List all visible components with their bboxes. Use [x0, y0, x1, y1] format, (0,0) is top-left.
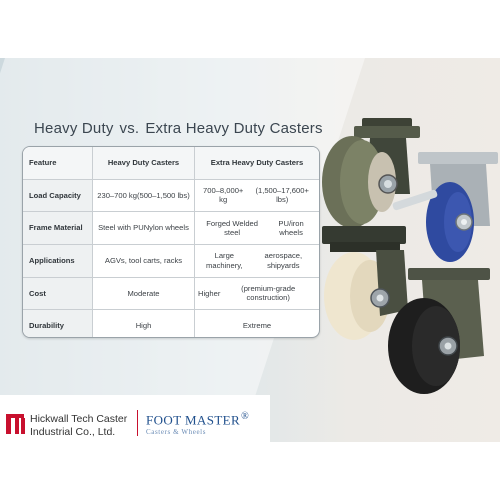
table-row: [23, 245, 319, 278]
heavy-line-1: Steel with PU: [98, 223, 144, 233]
extra-line-2: (premium-grade construction): [241, 283, 296, 303]
brand-text: FOOT MASTER: [146, 412, 241, 428]
header-feature: Feature: [23, 147, 93, 179]
extra-line-1: Large machinery,: [206, 251, 243, 270]
table-row: [23, 310, 319, 338]
extra-line-1: Higher: [198, 288, 221, 298]
title-right: Extra Heavy Duty Casters: [145, 120, 323, 137]
feature-cell: Durability: [23, 310, 93, 338]
heavy-line-2: Nylon wheels: [143, 223, 189, 233]
feature-cell: Cost: [23, 278, 93, 310]
registered-mark: ®: [241, 411, 250, 422]
heavy-cell: [93, 212, 195, 244]
extra-cell: [195, 180, 319, 212]
company-line-1: Hickwall Tech Caster: [30, 413, 128, 425]
header-heavy: Heavy Duty Casters: [93, 147, 195, 179]
title-left: Heavy Duty: [34, 120, 114, 137]
extra-line-1: Extreme: [242, 321, 272, 331]
page-title: [34, 120, 323, 137]
extra-line-1: 700–8,000+ kg: [203, 186, 244, 205]
table-header-row: [23, 147, 319, 180]
heavy-cell: [93, 310, 195, 338]
extra-cell: [195, 310, 319, 338]
header-extra: Extra Heavy Duty Casters: [195, 147, 319, 179]
heavy-line-2: (500–1,500 lbs): [136, 190, 190, 200]
extra-line-1: Forged Welded steel: [206, 218, 258, 238]
table-row: [23, 278, 319, 311]
company-line-2: Industrial Co., Ltd.: [30, 425, 116, 438]
extra-cell: [195, 245, 319, 277]
brand-subtitle: Casters & Wheels: [146, 428, 207, 436]
table-row: [23, 180, 319, 213]
extra-cell: [195, 278, 319, 310]
heavy-line-1: 230–700 kg: [97, 190, 137, 200]
heavy-cell: [93, 245, 195, 277]
heavy-cell: [93, 278, 195, 310]
extra-line-2: PU/iron wheels: [278, 218, 304, 238]
casters-illustration: [318, 110, 500, 400]
extra-line-2: aerospace, shipyards: [264, 251, 303, 270]
title-vs: vs.: [119, 120, 140, 137]
extra-line-2: (1,500–17,600+ lbs): [255, 186, 309, 205]
feature-cell: Applications: [23, 245, 93, 277]
olive-caster: [322, 118, 420, 228]
brand-name: [146, 411, 249, 428]
company-name: [30, 413, 127, 438]
feature-cell: Frame Material: [23, 212, 93, 244]
heavy-cell: [93, 180, 195, 212]
heavy-line-1: High: [135, 321, 152, 331]
hickwall-logo-icon: [6, 412, 26, 436]
table-row: [23, 212, 319, 245]
extra-cell: [195, 212, 319, 244]
heavy-line-1: AGVs, tool carts, racks: [104, 256, 183, 266]
footer-divider: [137, 410, 138, 436]
feature-cell: Load Capacity: [23, 180, 93, 212]
comparison-table: [22, 146, 320, 338]
heavy-line-1: Moderate: [127, 288, 160, 298]
